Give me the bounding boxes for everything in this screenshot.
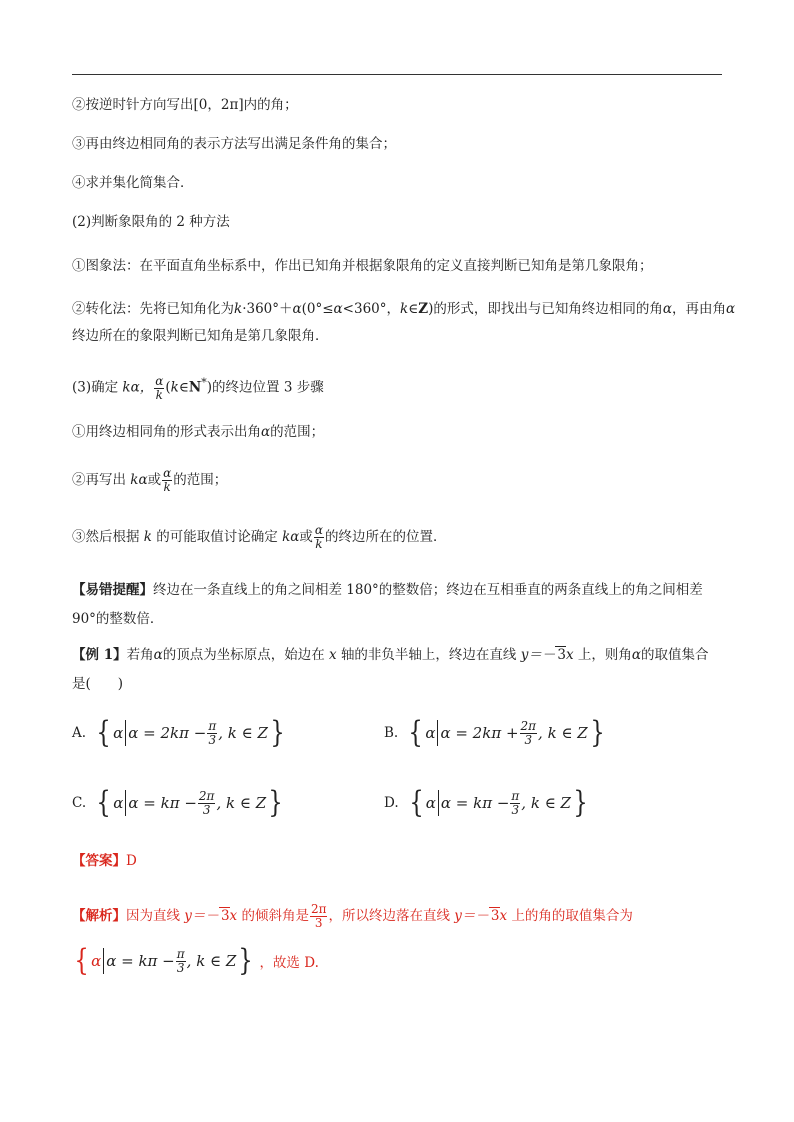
- example-tag: 【例 1】: [72, 647, 127, 663]
- section-3-title: (3)确定 kα， $\frac{\alpha}{k}$ (k∈N*)的终边位置 3 步骤: [72, 373, 324, 402]
- option-b[interactable]: B. { α α = 2kπ + $\frac{2\pi}{3}$ , k ∈ Z }: [384, 715, 605, 750]
- method-1-text: ①图象法：在平面直角坐标系中，作出已知角并根据象限角的定义直接判断已知角是第几象限角；: [72, 258, 653, 274]
- step-3-text: ③再由终边相同角的表示方法写出满足条件角的集合；: [72, 136, 396, 152]
- header-rule: [72, 74, 722, 75]
- example-question: 【例 1】若角α的顶点为坐标原点，始边在 x 轴的非负半轴上，终边在直线 y＝－ 3x 上，则角α的取值集合 是( ): [72, 647, 709, 692]
- option-a[interactable]: A. { α α = 2kπ − $\frac{\pi}{3}$ , k ∈ Z }: [72, 715, 285, 750]
- step-3b-text: ③然后根据 k 的可能取值讨论确定 kα或 $\frac{\alpha}{k}$ 的终边所在的位置．: [72, 523, 447, 551]
- error-tip: 【易错提醒】终边在一条直线上的角之间相差 180°的整数倍；终边在互相垂直的两条直线上的角之间相差 90°的整数倍．: [72, 582, 703, 627]
- error-tip-tag: 【易错提醒】: [72, 582, 153, 598]
- step-2-text: ②按逆时针方向写出[0，2π]内的角；: [72, 97, 298, 113]
- option-c[interactable]: C. { α α = kπ − $\frac{2\pi}{3}$ , k ∈ Z }: [72, 785, 283, 820]
- step-4-text: ④求并集化简集合．: [72, 175, 194, 191]
- section-2-title: (2)判断象限角的 2 种方法: [72, 214, 230, 230]
- option-d[interactable]: D. { α α = kπ − $\frac{\pi}{3}$ , k ∈ Z }: [384, 785, 588, 820]
- analysis-line-1: 【解析】因为直线 y＝－ 3x 的倾斜角是 $\frac{2\pi}{3}$ ，所以终边落在直线 y＝－ 3x 上的角的取值集合为: [72, 902, 633, 930]
- analysis-line-2: { α α = kπ − $\frac{\pi}{3}$ , k ∈ Z } ，故选 D.: [74, 943, 319, 978]
- step-2b-text: ②再写出 kα或 $\frac{\alpha}{k}$ 的范围；: [72, 466, 228, 494]
- answer: 【答案】D: [72, 853, 137, 869]
- step-1-text: ①用终边相同角的形式表示出角α的范围；: [72, 424, 325, 440]
- method-2-line-1: ②转化法：先将已知角化为k·360°＋α(0°≤α<360°，k∈Z)的形式，即找出与已知角终边相同的角α，再由角α: [72, 301, 736, 317]
- method-2-line-2: 终边所在的象限判断已知角是第几象限角．: [72, 328, 329, 344]
